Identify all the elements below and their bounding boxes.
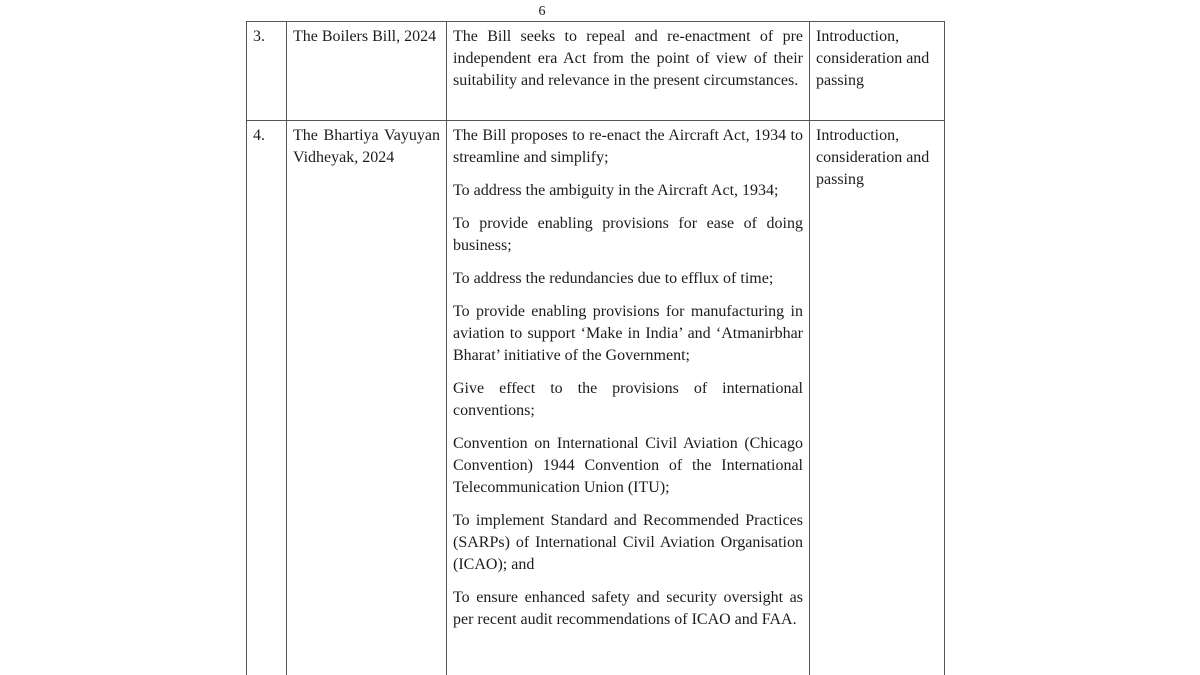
bill-name-cell: The Boilers Bill, 2024 bbox=[287, 22, 447, 121]
description-paragraph: To implement Standard and Recommended Practices (SARPs) of International Civil Aviation Organisation (ICAO); and bbox=[453, 512, 803, 573]
bill-name-cell: The Bhartiya Vayuyan Vidheyak, 2024 bbox=[287, 121, 447, 675]
description-paragraph: Give effect to the provisions of international conventions; bbox=[453, 380, 803, 419]
table-row-bill-4 bbox=[247, 121, 945, 675]
description-paragraph: To address the redundancies due to efflux of time; bbox=[453, 270, 774, 287]
description-paragraph: Convention on International Civil Aviation (Chicago Convention) 1944 Convention of the International Telecommunication Union (ITU); bbox=[453, 435, 803, 496]
description-cell bbox=[447, 121, 810, 675]
description-paragraph: The Bill proposes to re-enact the Aircraft Act, 1934 to streamline and simplify; bbox=[453, 127, 803, 166]
description-paragraph: To address the ambiguity in the Aircraft Act, 1934; bbox=[453, 182, 779, 199]
bills-table bbox=[246, 21, 945, 675]
status-cell: Introduction, consideration and passing bbox=[810, 121, 945, 675]
description-paragraph: To provide enabling provisions for ease of doing business; bbox=[453, 215, 803, 254]
serial-cell: 4. bbox=[247, 121, 287, 675]
description-paragraph: The Bill seeks to repeal and re-enactment of pre independent era Act from the point of view of their suitability and relevance in the present circumstances. bbox=[453, 28, 803, 89]
description-paragraph: To provide enabling provisions for manufacturing in aviation to support ‘Make in India’ and ‘Atmanirbhar Bharat’ initiative of the Government; bbox=[453, 303, 803, 364]
status-cell: Introduction, consideration and passing bbox=[810, 22, 945, 121]
serial-cell: 3. bbox=[247, 22, 287, 121]
description-cell bbox=[447, 22, 810, 121]
page-number: 6 bbox=[538, 4, 546, 19]
table-row-bill-3 bbox=[247, 22, 945, 121]
description-paragraph: To ensure enhanced safety and security oversight as per recent audit recommendations of ICAO and FAA. bbox=[453, 589, 803, 628]
